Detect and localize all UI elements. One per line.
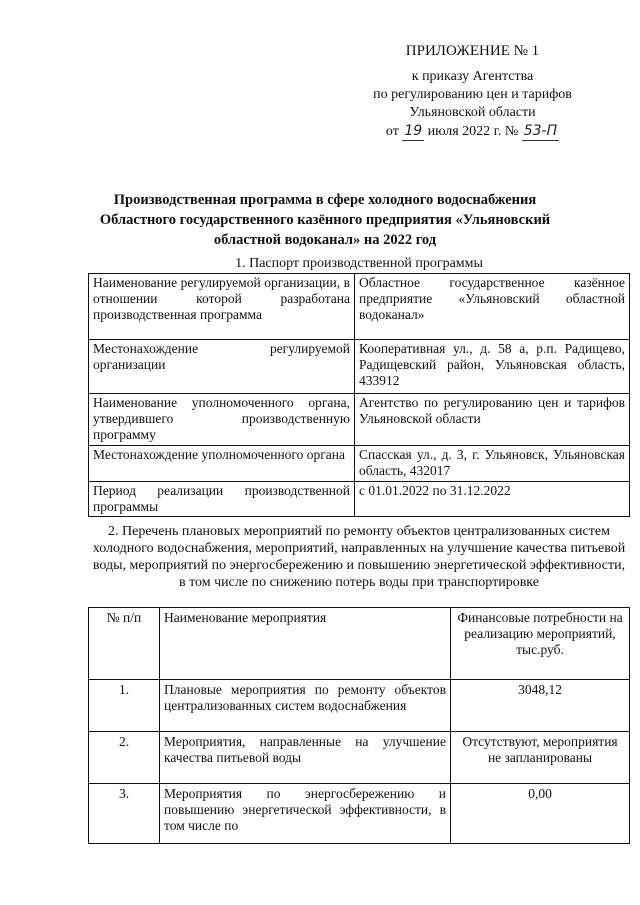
- date-middle: июля 2022 г. №: [427, 124, 519, 139]
- row-name: Мероприятия по энергосбережению и повышению энергетической эффективности, в том числе по: [160, 784, 451, 844]
- appendix-header: [340, 42, 605, 141]
- row-value: Кооперативная ул., д. 58 а, р.п. Радищево, Радищевский район, Ульяновская область, 433912: [355, 340, 630, 394]
- appendix-line3: Ульяновской области: [409, 105, 536, 120]
- col-header-amount: Финансовые потребности на реализацию мероприятий, тыс.руб.: [451, 608, 630, 680]
- title-line1: Производственная программа в сфере холодного водоснабжения: [113, 192, 537, 208]
- row-value: Спасская ул., д. 3, г. Ульяновск, Ульяновская область, 432017: [355, 446, 630, 482]
- row-name: Плановые мероприятия по ремонту объектов централизованных систем водоснабжения: [160, 680, 451, 732]
- row-amount: 3048,12: [451, 680, 630, 732]
- appendix-line1: к приказу Агентства: [411, 69, 534, 84]
- row-key: Период реализации производственной программы: [89, 482, 355, 517]
- table-row: [89, 446, 630, 482]
- passport-table: [88, 273, 630, 517]
- row-amount: 0,00: [451, 784, 630, 844]
- col-header-name: Наименование мероприятия: [160, 608, 451, 680]
- row-amount: Отсутствуют, мероприятия не запланированы: [451, 732, 630, 784]
- row-number: 1.: [89, 680, 160, 732]
- date-prefix: от: [385, 124, 399, 139]
- row-value: Областное государственное казённое предприятие «Ульяновский областной водоканал»: [355, 274, 630, 340]
- table-row: [89, 340, 630, 394]
- appendix-date: [340, 122, 605, 141]
- date-day-handwritten: 19: [404, 123, 423, 139]
- col-header-number: № п/п: [89, 608, 160, 680]
- table-row: [89, 274, 630, 340]
- table-row: [89, 482, 630, 517]
- section1-heading: 1. Паспорт производственной программы: [235, 256, 483, 271]
- row-key: Местонахождение регулируемой организации: [89, 340, 355, 394]
- row-value: Агентство по регулированию цен и тарифов Ульяновской области: [355, 394, 630, 446]
- table-row: [89, 784, 630, 844]
- row-key: Наименование уполномоченного органа, утвердившего производственную программу: [89, 394, 355, 446]
- table-row: [89, 680, 630, 732]
- row-number: 3.: [89, 784, 160, 844]
- table-row: [89, 732, 630, 784]
- title-line2: Областного государственного казённого предприятия «Ульяновский: [99, 212, 551, 228]
- row-name: Мероприятия, направленные на улучшение качества питьевой воды: [160, 732, 451, 784]
- table-header-row: [89, 608, 630, 680]
- appendix-heading: ПРИЛОЖЕНИЕ № 1: [405, 43, 540, 59]
- document-title: [90, 190, 560, 250]
- measures-table: [88, 607, 630, 844]
- row-number: 2.: [89, 732, 160, 784]
- title-line3: областной водоканал» на 2022 год: [213, 232, 437, 248]
- order-number-handwritten: 53-П: [523, 123, 558, 139]
- table-row: [89, 394, 630, 446]
- row-key: Местонахождение уполномоченного органа: [89, 446, 355, 482]
- section2-heading: 2. Перечень плановых мероприятий по ремонту объектов централизованных систем холодного водоснабжения, мероприятий, направленных на улучшение качества питьевой воды, мероприятий по энергосбережению и повышению энергетической эффективности, в том числе по снижению потерь воды при транспортировке: [92, 524, 626, 590]
- appendix-line2: по регулированию цен и тарифов: [373, 87, 572, 102]
- row-key: Наименование регулируемой организации, в отношении которой разработана производственная программа: [89, 274, 355, 340]
- row-value: с 01.01.2022 по 31.12.2022: [355, 482, 630, 517]
